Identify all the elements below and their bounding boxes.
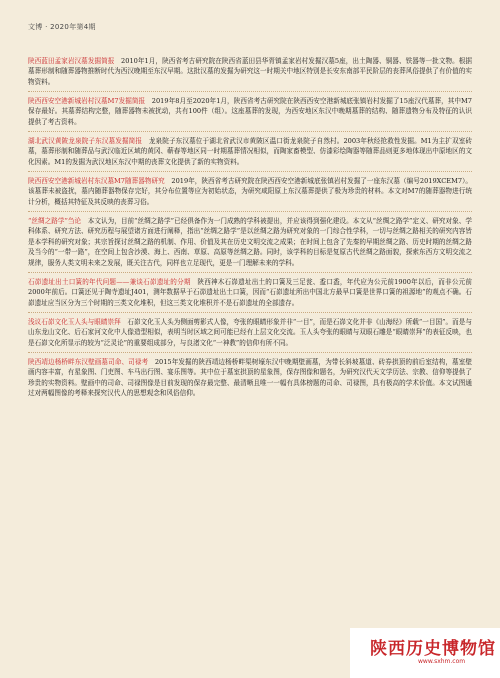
article-abstract: 陕西神木石峁遗址出土的口簧及三足瓮、盉口盉，年代应为公元前1900年以后，而非公元前2000年前后。口簧还见于陶寺遗址J401，测年数据早于石峁遗址出土口簧，因而“石峁遗址所出中国北方最早口簧是世界口簧的祖源地”的观点不确。石峁遗址应当区分为三个时期的三类文化堆积，但这三类文化堆积并不是石峁遗址的全部遗存。 — [28, 278, 473, 307]
abstract-block-6 — [28, 277, 472, 308]
abstract-block-5 — [28, 216, 472, 268]
abstract-block-3 — [28, 136, 472, 167]
article-title[interactable]: 陕西蓝田孟家岩汉墓发掘简报 — [28, 57, 115, 65]
article-title[interactable]: 湖北武汉黄陂龙泉院子东汉墓发掘简报 — [28, 137, 143, 145]
article-abstract: 2015年发掘的陕西靖边杨桥畔渠树壕东汉中晚期壁画墓，为带长斜坡墓道、砖券拱顶的前后室结构，墓室壁画内容丰富，有星象图、门吏图、车马出行图、宴乐图等。其中位于墓室拱顶的星象图，保存图像和题名，为研究汉代天文学历法、宗教、信仰等提供了珍贵的实物资料。壁画中的司命、司禄图像是目前发现的保存最完整、最清晰且唯一一幅有具体榜题的司命、司禄图，具有极高的学术价值。本文试图通过对两幅图像的考释来探究汉代人的思想观念和风俗信仰。 — [28, 358, 472, 398]
divider — [28, 171, 472, 172]
museum-logo-title: 陕西历史博物馆 — [370, 639, 496, 659]
article-abstract: 2010年1月，陕西省考古研究院在陕西省蓝田县华胥镇孟家岩村发掘汉墓5座，出土陶器、铜器、铁器等一批文物。根据墓葬形制和随葬器物推断时代为西汉晚期至东汉早期。这批汉墓的发掘为研究这一时期关中地区特别是长安东南部平民阶层的丧葬风俗提供了有价值的实物资料。 — [28, 57, 472, 86]
article-abstract: 2019年，陕西省考古研究院在陕西西安空港新城底张镇岩村发掘了一座东汉墓（编号2019XCEM7）。该墓葬未被盗扰，墓内随葬器物保存完好，其分布位置等应为初始状态，为研究咸阳原上东汉墓葬提供了极为珍贵的材料。本文对M7的随葬器物进行统计分析，概括其特征及其反映的丧葬习俗。 — [28, 177, 472, 206]
article-title[interactable]: 浅议石峁文化玉人头与眼睛崇拜 — [28, 318, 121, 326]
abstract-block-7 — [28, 317, 472, 348]
abstract-block-2 — [28, 96, 472, 127]
article-abstract: 2019年8月至2020年1月，陕西省考古研究院在陕西西安空港新城底张镇岩村发掘了15座汉代墓葬，其中M7保存最好。其墓葬结构完整，随葬器物未被扰动，共有100件（组）。这座墓葬的发现，为西安地区东汉中晚期墓葬的结构、随葬遗物分布及特征的认识提供了考古资料。 — [28, 97, 472, 126]
article-title[interactable]: 石峁遗址出土口簧的年代问题——兼谈石峁遗址的分期 — [28, 278, 191, 286]
page-header: 文博 · 2020年第4期 — [28, 23, 96, 31]
article-title[interactable]: 陕西西安空港新城岩村汉墓M7发掘简报 — [28, 97, 146, 105]
divider — [28, 211, 472, 212]
article-title[interactable]: 陕西西安空港新城岩村东汉墓M7随葬器物研究 — [28, 177, 165, 185]
divider — [28, 131, 472, 132]
divider — [28, 312, 472, 313]
divider — [28, 272, 472, 273]
abstract-block-8 — [28, 357, 472, 399]
divider — [28, 352, 472, 353]
article-abstract: 本文认为，目前“丝绸之路学”已经俱备作为一门成熟的学科被提出，并应该得到强化建设。本文从“丝绸之路学”定义、研究对象、学科体系、研究方法、研究历程与展望诸方面进行阐释，指出“丝绸之路学”是以丝绸之路为研究对象的一门综合性学科，一切与丝绸之路相关的研究内容皆是本学科的研究对象；其宗旨探讨丝绸之路的机制、作用、价值及其在历史文明交流之成果；在时间上包含了先秦的早期丝绸之路、历史时期的丝绸之路及当今的“一带一路”，在空间上包含沙漠、海上、西南、草原、高原等丝绸之路。同时，该学科的目标是复原古代丝绸之路面貌，探索东西方文明交流之规律，服务人类文明未来之发展，既关注古代，同样也立足现代，更是一门理解未来的学科。 — [28, 217, 473, 267]
article-title[interactable]: “丝绸之路学”刍论 — [28, 217, 82, 225]
abstract-block-4 — [28, 176, 472, 207]
article-abstract: 龙泉院子东汉墓位于湖北省武汉市黄陂区温口街龙泉院子自然村。2003年秋经抢救性发掘。M1为主扩双室砖墓，墓葬形制和随葬品与武汉临近区域的黄冈、蕲春等地区同一时期墓葬情况相似，而陶家畜模型、仿漆彩绘陶器等随葬品则更多地体现出中原地区的文化因素。M1的发掘为武汉地区东汉中期的丧葬文化提供了新的实物资料。 — [28, 137, 472, 166]
article-abstract: 石峁文化玉人头为侧面剪影式人像，夸张的眼睛形象并非“一目”，而是石峁文化并非《山海经》所载“一目国”。而是与山东龙山文化、后石家河文化中人像造型相似，表明当时区域之间可能已经有上层文化交流。玉人头夸张的眼睛与双眼石雕是“眼睛崇拜”的表征反映，也是石峁文化所显示的较为“泛灵论”的重要组成部分，与良渚文化“一神教”的信仰有所不同。 — [28, 318, 473, 347]
article-title[interactable]: 陕西靖边杨桥畔东汉壁画墓司命、司禄考 — [28, 358, 149, 366]
museum-url[interactable]: www.sxhm.com — [418, 658, 466, 665]
abstract-block-1 — [28, 56, 472, 87]
divider — [28, 91, 472, 92]
